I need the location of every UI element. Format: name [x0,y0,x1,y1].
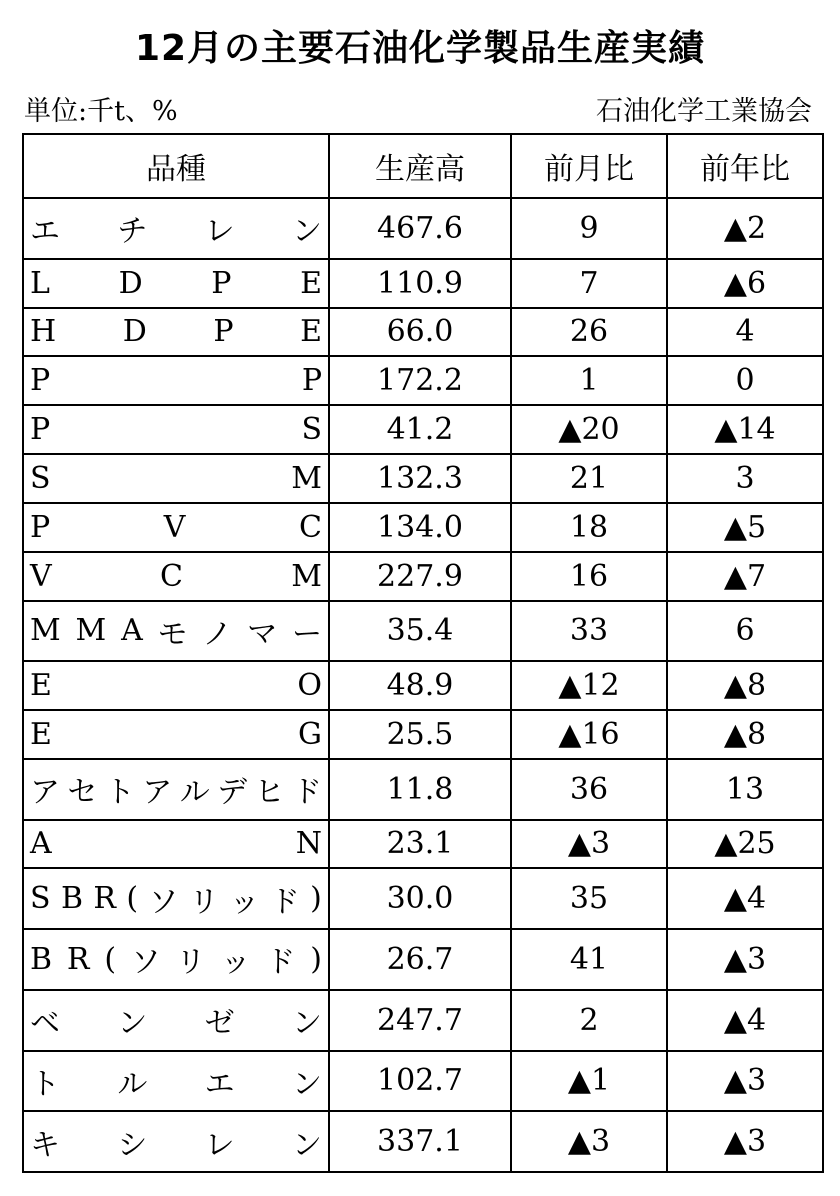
product-name-cell [23,929,329,990]
production-cell: 48.9 [329,661,511,710]
table-row [23,661,823,710]
production-table [22,133,824,1173]
product-name: M M A モ ノ マ ー [30,613,322,652]
mom-cell: ▲3 [511,820,667,869]
production-cell: 35.4 [329,601,511,662]
production-cell: 25.5 [329,710,511,759]
production-cell: 30.0 [329,868,511,929]
table-row [23,1111,823,1172]
table-header-row [23,134,823,198]
table-row [23,356,823,405]
product-name-cell [23,661,329,710]
table-row [23,454,823,503]
header-mom: 前月比 [511,134,667,198]
product-name-cell [23,308,329,357]
product-name-cell [23,405,329,454]
mom-cell: ▲20 [511,405,667,454]
product-name: B R ( ソ リ ッ ド ) [30,941,322,981]
product-name-cell [23,1051,329,1112]
mom-cell: ▲12 [511,661,667,710]
product-name-cell [23,356,329,405]
product-name: ト ル エ ン [30,1066,322,1102]
product-name-cell [23,198,329,259]
product-name: エ チ レ ン [30,214,322,250]
product-name: E G [30,716,322,752]
product-name-cell [23,820,329,869]
product-name: P P [30,363,322,399]
table-row [23,552,823,601]
yoy-cell: ▲8 [667,661,823,710]
production-cell: 134.0 [329,503,511,552]
production-cell: 26.7 [329,929,511,990]
product-name: L D P E [30,265,322,301]
table-row [23,308,823,357]
product-name-cell [23,601,329,662]
product-name: H D P E [30,314,322,350]
mom-cell: 33 [511,601,667,662]
product-name: ア セ ト ア ル デ ヒ ド [30,775,322,811]
production-cell: 41.2 [329,405,511,454]
header-production: 生産高 [329,134,511,198]
product-name-cell [23,759,329,820]
yoy-cell: ▲3 [667,929,823,990]
product-name-cell [23,259,329,308]
yoy-cell: ▲7 [667,552,823,601]
yoy-cell: 3 [667,454,823,503]
unit-label: 単位:千t、% [24,96,178,127]
product-name: S B R ( ソ リ ッ ド ) [30,881,322,920]
yoy-cell: ▲3 [667,1051,823,1112]
table-body [23,198,823,1172]
table-row [23,990,823,1051]
production-cell: 23.1 [329,820,511,869]
mom-cell: 26 [511,308,667,357]
product-name-cell [23,552,329,601]
production-cell: 66.0 [329,308,511,357]
product-name-cell [23,710,329,759]
mom-cell: 41 [511,929,667,990]
mom-cell: ▲1 [511,1051,667,1112]
table-row [23,503,823,552]
yoy-cell: ▲8 [667,710,823,759]
yoy-cell: ▲14 [667,405,823,454]
product-name: E O [30,668,322,704]
production-cell: 11.8 [329,759,511,820]
production-cell: 172.2 [329,356,511,405]
product-name-cell [23,503,329,552]
production-cell: 467.6 [329,198,511,259]
mom-cell: ▲16 [511,710,667,759]
product-name: P S [30,412,322,448]
production-cell: 337.1 [329,1111,511,1172]
table-row [23,868,823,929]
product-name: V C M [30,558,322,594]
table-row [23,820,823,869]
yoy-cell: ▲4 [667,990,823,1051]
table-row [23,929,823,990]
yoy-cell: ▲6 [667,259,823,308]
yoy-cell: ▲25 [667,820,823,869]
yoy-cell: 4 [667,308,823,357]
mom-cell: 18 [511,503,667,552]
production-cell: 110.9 [329,259,511,308]
table-row [23,1051,823,1112]
production-cell: 247.7 [329,990,511,1051]
product-name-cell [23,454,329,503]
product-name: キ シ レ ン [30,1127,322,1163]
yoy-cell: ▲4 [667,868,823,929]
table-row [23,710,823,759]
product-name-cell [23,868,329,929]
yoy-cell: 6 [667,601,823,662]
page-title: 12月の主要石油化学製品生産実績 [134,28,706,69]
product-name: A N [30,826,322,862]
mom-cell: 7 [511,259,667,308]
production-cell: 227.9 [329,552,511,601]
mom-cell: 16 [511,552,667,601]
product-name: ベ ン ゼ ン [30,1006,322,1042]
production-cell: 132.3 [329,454,511,503]
mom-cell: 36 [511,759,667,820]
yoy-cell: ▲5 [667,503,823,552]
mom-cell: 2 [511,990,667,1051]
mom-cell: 9 [511,198,667,259]
yoy-cell: ▲3 [667,1111,823,1172]
table-row [23,259,823,308]
table-row [23,759,823,820]
header-product: 品種 [23,134,329,198]
mom-cell: 21 [511,454,667,503]
product-name: P V C [30,509,322,545]
mom-cell: ▲3 [511,1111,667,1172]
product-name-cell [23,1111,329,1172]
table-row [23,601,823,662]
mom-cell: 35 [511,868,667,929]
yoy-cell: 0 [667,356,823,405]
table-row [23,198,823,259]
mom-cell: 1 [511,356,667,405]
source-label: 石油化学工業協会 [596,96,812,127]
header-yoy: 前年比 [667,134,823,198]
yoy-cell: ▲2 [667,198,823,259]
product-name: S M [30,460,322,496]
production-cell: 102.7 [329,1051,511,1112]
product-name-cell [23,990,329,1051]
yoy-cell: 13 [667,759,823,820]
table-row [23,405,823,454]
